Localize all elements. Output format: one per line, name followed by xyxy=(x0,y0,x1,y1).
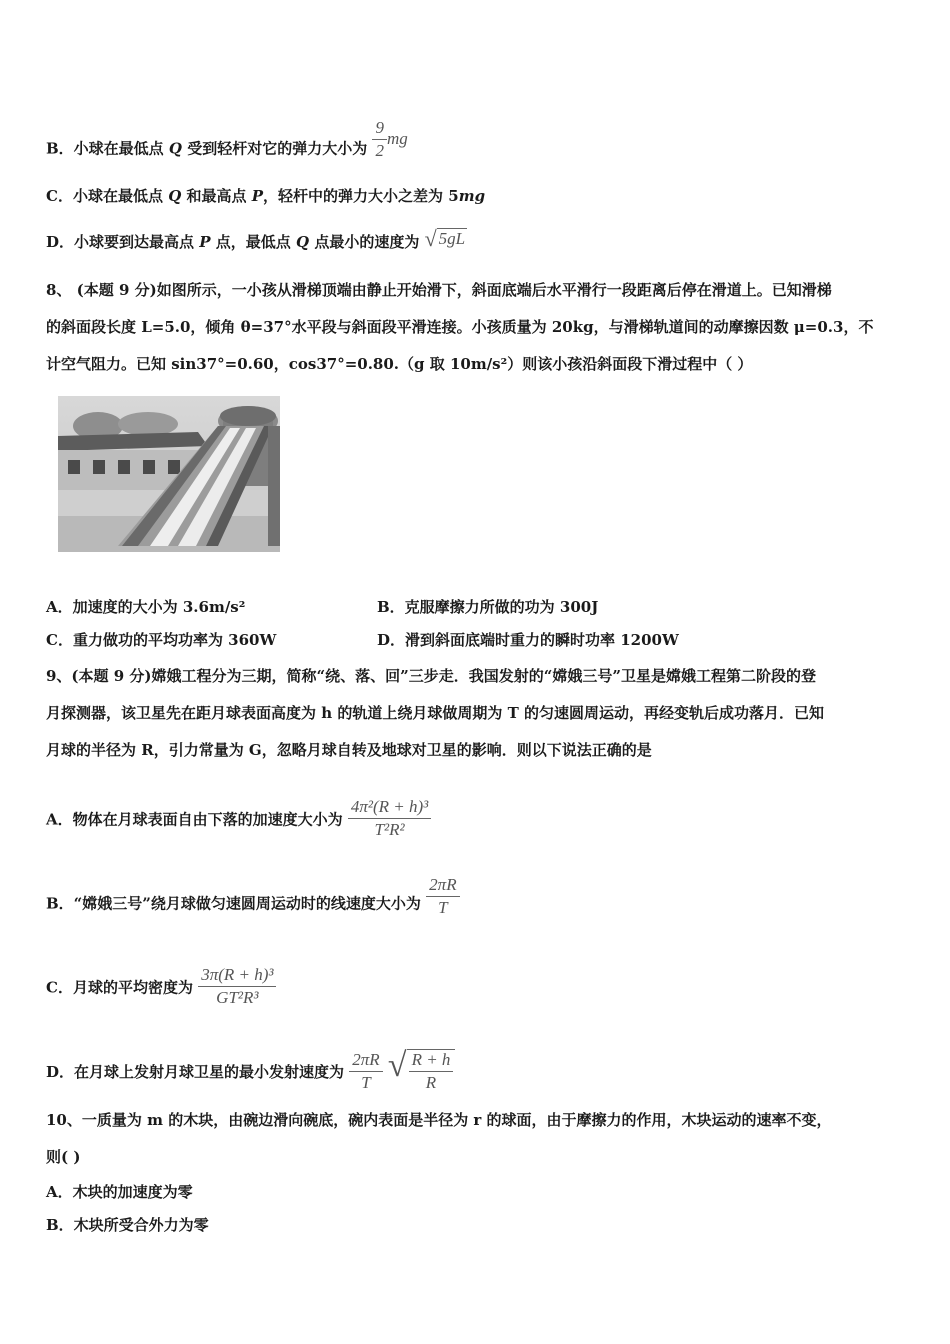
q7-option-b: B．小球在最低点 Q 受到轻杆对它的弹力大小为 $\frac{9}{2}$ mg xyxy=(46,118,408,160)
q10-stem-line-1: 10、一质量为 m 的木块，由碗边滑向碗底，碗内表面是半径为 r 的球面，由于摩擦力的作用，木块运动的速率不变， xyxy=(46,1111,832,1129)
q8-option-d: D．滑到斜面底端时重力的瞬时功率 1200W xyxy=(377,631,679,649)
q8-stem-line-1: 8、 (本题 9 分)如图所示，一小孩从滑梯顶端由静止开始滑下，斜面底端后水平滑行一段距离后停在滑道上。已知滑梯 xyxy=(46,281,832,299)
variable: Q xyxy=(168,139,182,158)
q8-option-a: A．加速度的大小为 3.6m/s² xyxy=(46,598,246,616)
q9-stem-line-1: 9、(本题 9 分)嫦娥工程分为三期，简称“绕、落、回”三步走．我国发射的“嫦娥三号”卫星是嫦娥工程第二阶段的登 xyxy=(46,667,817,685)
fraction: $\frac{9}{2}$ xyxy=(372,118,387,161)
q9-option-d: D．在月球上发射月球卫星的最小发射速度为 $\frac{2\pi R}{T}$ √ $\frac{R + h}{R}$ xyxy=(46,1051,455,1095)
q9-option-b: B．“嫦娥三号”绕月球做匀速圆周运动时的线速度大小为 $\frac{2\pi R}{T}$ xyxy=(46,883,460,926)
square-root: √ 5gL xyxy=(424,226,466,251)
q8-option-c: C．重力做功的平均功率为 360W xyxy=(46,631,277,649)
q10-stem-line-2: 则( ) xyxy=(46,1148,81,1166)
square-root: √ $\frac{R + h}{R}$ xyxy=(388,1049,456,1093)
q10-option-b: B．木块所受合外力为零 xyxy=(46,1216,209,1234)
fraction: $\frac{R + h}{R}$ xyxy=(409,1050,454,1093)
q7-option-d: D．小球要到达最高点 P 点，最低点 Q 点最小的速度为 √ 5gL xyxy=(46,226,466,251)
water-slide-photo xyxy=(58,396,280,552)
fraction: $\frac{2\pi R}{T}$ xyxy=(349,1050,382,1093)
q8-stem-line-3: 计空气阻力。已知 sin37°=0.60，cos37°=0.80.（g 取 10m/s²）则该小孩沿斜面段下滑过程中（ ） xyxy=(46,355,753,373)
q9-option-a: A．物体在月球表面自由下落的加速度大小为 $\frac{\text{4π²(R + h)³}}{\text{T²R²}}$ xyxy=(46,799,431,842)
q10-option-a: A．木块的加速度为零 xyxy=(46,1183,193,1201)
q9-stem-line-2: 月探测器，该卫星先在距月球表面高度为 h 的轨道上绕月球做周期为 T 的匀速圆周运动，再经变轨后成功落月．已知 xyxy=(46,704,824,722)
fraction: $\frac{2\pi R}{T}$ xyxy=(426,875,459,918)
q7-option-c: C．小球在最低点 Q 和最高点 P，轻杆中的弹力大小之差为 5mg xyxy=(46,187,486,205)
q8-stem-line-2: 的斜面段长度 L=5.0，倾角 θ=37°水平段与斜面段平滑连接。小孩质量为 20kg，与滑梯轨道间的动摩擦因数 μ=0.3，不 xyxy=(46,318,874,336)
q8-option-b: B．克服摩擦力所做的功为 300J xyxy=(377,598,599,616)
q9-option-c: C．月球的平均密度为 $\frac{\text{3π(R + h)³}}{\text{GT²R³}}$ xyxy=(46,967,276,1010)
fraction: $\frac{\text{4π²(R + h)³}}{\text{T²R²}}$ xyxy=(348,797,431,840)
fraction: $\frac{\text{3π(R + h)³}}{\text{GT²R³}}$ xyxy=(198,965,276,1008)
q9-stem-line-3: 月球的半径为 R，引力常量为 G，忽略月球自转及地球对卫星的影响．则以下说法正确的是 xyxy=(46,741,652,759)
